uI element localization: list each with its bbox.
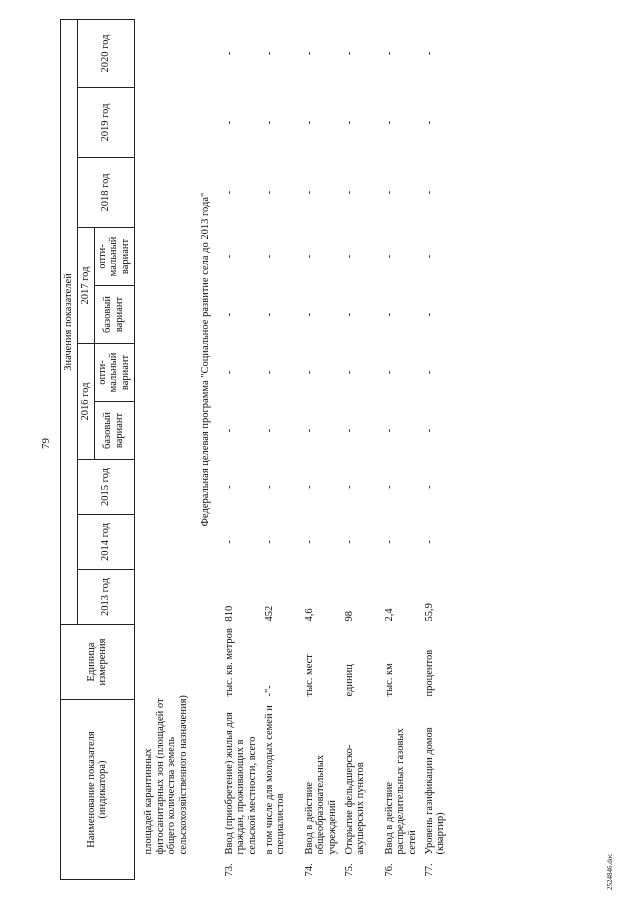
row-number: 77.	[423, 863, 435, 877]
row-value-2017-opt: -	[343, 254, 355, 259]
row-indicator-name: Уровень газификации домов (квартир)	[423, 727, 447, 855]
row-value-2018: -	[223, 190, 235, 195]
row-value-2018: -	[423, 190, 435, 195]
header-2013: 2013 год	[77, 570, 134, 625]
row-indicator-name: Ввод в действие распределительных газовых сетей	[383, 728, 418, 855]
header-indicator: Наименование показателя (индикатора)	[61, 700, 135, 880]
row-value-2013: 55,9	[423, 603, 435, 622]
row-value-2014: -	[263, 540, 275, 544]
row-value-2017-base: -	[343, 312, 355, 317]
row-value-2016-opt: -	[263, 370, 275, 375]
row-value-2016-base: -	[343, 428, 355, 433]
row-value-2016-base: -	[223, 428, 235, 433]
row-value-2016-base: -	[303, 428, 315, 433]
row-value-2016-opt: -	[343, 370, 355, 375]
table-row	[422, 20, 462, 880]
table-row	[302, 20, 342, 880]
row-value-2016-opt: -	[383, 370, 395, 375]
table-row	[222, 20, 262, 880]
header-2017: 2017 год	[77, 228, 94, 344]
row-value-2014: -	[223, 540, 235, 544]
header-2019: 2019 год	[77, 88, 134, 158]
row-unit: тыс. мест	[303, 654, 315, 697]
row-number: 76.	[383, 863, 395, 877]
row-value-2014: -	[383, 540, 395, 544]
row-value-2015: -	[223, 485, 235, 489]
header-2017-base: базовый вариант	[94, 286, 134, 344]
row-value-2016-opt: -	[303, 370, 315, 375]
row-value-2018: -	[343, 190, 355, 195]
row-value-2015: -	[383, 485, 395, 489]
row-indicator-name: Ввод в действие общеобразовательных учреждений	[303, 754, 338, 855]
row-value-2016-opt: -	[423, 370, 435, 375]
row-value-2017-base: -	[303, 312, 315, 317]
continuation-text: площадей карантинных фитосанитарных зон (площадей от общего количества земель сельскохозяйственного назначения)	[142, 695, 189, 855]
row-value-2019: -	[423, 120, 435, 125]
row-value-2014: -	[343, 540, 355, 544]
row-value-2020: -	[223, 51, 235, 56]
row-value-2019: -	[383, 120, 395, 125]
row-value-2017-opt: -	[423, 254, 435, 259]
header-2020: 2020 год	[77, 20, 134, 88]
header-2016-base: базовый вариант	[94, 402, 134, 460]
header-2017-opt: опти-мальный вариант	[94, 228, 134, 286]
row-value-2018: -	[263, 190, 275, 195]
table-header	[61, 20, 135, 880]
row-value-2018: -	[303, 190, 315, 195]
row-value-2020: -	[343, 51, 355, 56]
row-value-2013: 98	[343, 611, 355, 622]
row-number: 73.	[223, 863, 235, 877]
footer-filename: 2524846.doc	[606, 853, 614, 890]
header-values-group: Значения показателей	[61, 20, 78, 625]
rotated-page-content	[60, 20, 550, 880]
row-value-2017-base: -	[263, 312, 275, 317]
row-value-2019: -	[263, 120, 275, 125]
row-indicator-name: Ввод (приобретение) жилья для граждан, проживающих в сельской местности, всего	[223, 712, 258, 855]
header-2015: 2015 год	[77, 460, 134, 515]
row-value-2016-base: -	[383, 428, 395, 433]
row-value-2013: 4,6	[303, 608, 315, 622]
indicators-table	[60, 19, 462, 880]
row-value-2017-base: -	[223, 312, 235, 317]
row-value-2015: -	[303, 485, 315, 489]
table-row	[262, 20, 302, 880]
row-value-2013: 452	[263, 605, 275, 622]
row-value-2017-opt: -	[223, 254, 235, 259]
table-row-continuation	[134, 20, 192, 880]
row-value-2016-base: -	[263, 428, 275, 433]
row-value-2013: 2,4	[383, 608, 395, 622]
row-value-2020: -	[383, 51, 395, 56]
row-value-2016-base: -	[423, 428, 435, 433]
header-2014: 2014 год	[77, 515, 134, 570]
row-unit: -"-	[263, 685, 275, 697]
header-2018: 2018 год	[77, 158, 134, 228]
table-row-section	[192, 20, 222, 880]
row-value-2017-base: -	[383, 312, 395, 317]
row-unit: тыс. км	[383, 663, 395, 697]
row-value-2017-opt: -	[263, 254, 275, 259]
row-value-2020: -	[263, 51, 275, 56]
row-value-2019: -	[303, 120, 315, 125]
header-unit: Единица измерения	[61, 625, 135, 700]
row-value-2015: -	[423, 485, 435, 489]
row-value-2019: -	[343, 120, 355, 125]
row-number: 74.	[303, 863, 315, 877]
row-value-2018: -	[383, 190, 395, 195]
row-indicator-name: в том числе для молодых семей и специалистов	[263, 705, 287, 855]
row-value-2014: -	[423, 540, 435, 544]
row-value-2013: 810	[223, 605, 235, 622]
row-number: 75.	[343, 863, 355, 877]
table-row	[342, 20, 382, 880]
header-2016-opt: опти-мальный вариант	[94, 344, 134, 402]
row-value-2014: -	[303, 540, 315, 544]
row-value-2017-opt: -	[303, 254, 315, 259]
row-value-2016-opt: -	[223, 370, 235, 375]
row-value-2015: -	[343, 485, 355, 489]
section-title: Федеральная целевая программа "Социальное развитие села до 2013 года"	[199, 192, 211, 527]
row-value-2020: -	[423, 51, 435, 56]
header-2016: 2016 год	[77, 344, 94, 460]
table-row	[382, 20, 422, 880]
table-rows	[222, 20, 462, 880]
page-number: 79	[40, 438, 52, 449]
row-unit: процентов	[423, 649, 435, 697]
row-unit: единиц	[343, 664, 355, 697]
row-value-2019: -	[223, 120, 235, 125]
row-value-2015: -	[263, 485, 275, 489]
row-value-2017-opt: -	[383, 254, 395, 259]
row-value-2017-base: -	[423, 312, 435, 317]
row-value-2020: -	[303, 51, 315, 56]
row-indicator-name: Открытие фельдшерско-акушерских пунктов	[343, 744, 367, 855]
row-unit: тыс. кв. метров	[223, 628, 235, 697]
